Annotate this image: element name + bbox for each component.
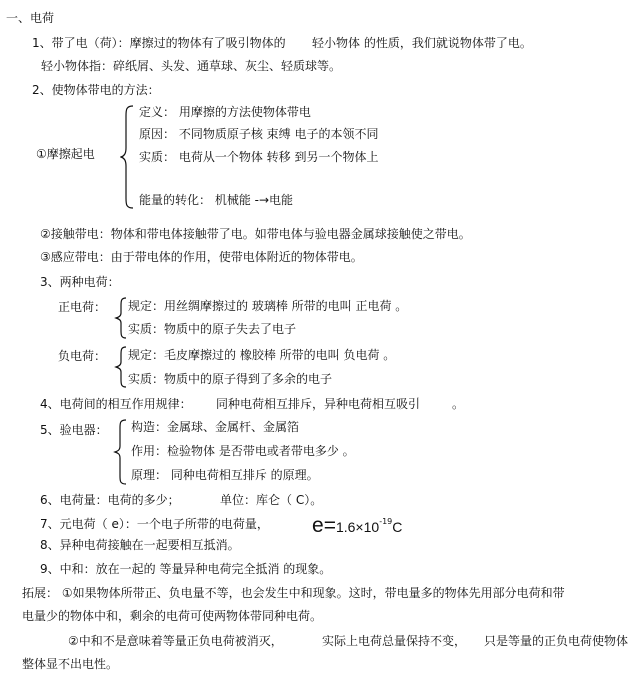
positive-charge-brace — [114, 296, 128, 340]
item-8-text: 8、异种电荷接触在一起要相互抵消。 — [40, 538, 240, 552]
electroscope-structure: 构造：金属球、金属杆、金属箔 — [131, 420, 300, 434]
friction-essence: 实质： 电荷从一个物体 转移 到另一个物体上 — [139, 150, 379, 164]
negative-charge-label: 负电荷： — [58, 349, 107, 363]
item-9-text: 9、中和：放在一起的 等量异种电荷完全抵消 的现象。 — [40, 562, 332, 576]
item-6-unit: 单位：库仑（ C）。 — [220, 493, 323, 507]
formula-exponent: -19 — [379, 517, 393, 526]
contact-charging: ②接触带电：物体和带电体接触带了电。如带电体与验电器金属球接触使之带电。 — [40, 227, 471, 241]
item-4-label: 4、电荷间的相互作用规律： — [40, 397, 192, 411]
item-3-heading: 3、两种电荷： — [40, 275, 120, 289]
item-1-line-a: 1、带了电（荷）：摩擦过的物体有了吸引物体的 — [32, 36, 286, 50]
item-6-quantity: 6、电荷量：电荷的多少； — [40, 493, 180, 507]
extension-line-3c: 只是等量的正负电荷使物体 — [484, 634, 629, 648]
negative-charge-essence: 实质：物质中的原子得到了多余的电子 — [128, 372, 333, 386]
elementary-charge-formula — [312, 508, 402, 542]
electroscope-principle: 原理： 同种电荷相互排斥 的原理。 — [131, 468, 319, 482]
item-1-line-b: 轻小物体 的性质，我们就说物体带了电。 — [312, 36, 532, 50]
item-4-rule: 同种电荷相互排斥，异种电荷相互吸引 — [216, 397, 421, 411]
negative-charge-rule: 规定：毛皮摩擦过的 橡胶棒 所带的电叫 负电荷 。 — [128, 348, 396, 362]
formula-unit: C — [392, 519, 403, 535]
formula-base: 10 — [363, 519, 380, 535]
friction-cause: 原因： 不同物质原子核 束缚 电子的本领不同 — [139, 127, 379, 141]
item-4-period: 。 — [452, 397, 465, 411]
item-5-heading: 5、验电器： — [40, 423, 108, 437]
friction-label: ①摩擦起电 — [36, 147, 95, 161]
negative-charge-brace — [114, 345, 128, 389]
formula-symbol-e: e — [312, 514, 324, 537]
positive-charge-label: 正电荷： — [58, 300, 107, 314]
extension-line-3b: 实际上电荷总量保持不变， — [322, 634, 467, 648]
positive-charge-essence: 实质：物质中的原子失去了电子 — [128, 322, 297, 336]
extension-line-3a: ②中和不是意味着等量正负电荷被消灭， — [68, 634, 283, 648]
formula-equals: = — [323, 514, 336, 537]
friction-definition: 定义： 用摩擦的方法使物体带电 — [139, 105, 311, 119]
electroscope-function: 作用：检验物体 是否带电或者带电多少 。 — [131, 444, 355, 458]
formula-mantissa: 1.6 — [335, 519, 356, 535]
formula-times: × — [355, 519, 364, 535]
extension-line-4: 整体显不出电性。 — [22, 657, 119, 671]
item-2-heading: 2、使物体带电的方法： — [32, 83, 160, 97]
friction-brace — [120, 104, 136, 210]
electroscope-brace — [113, 418, 129, 486]
extension-line-1: 拓展： ①如果物体所带正、负电量不等，也会发生中和现象。这时，带电量多的物体先用部分电荷和带 — [22, 586, 565, 600]
positive-charge-rule: 规定：用丝绸摩擦过的 玻璃棒 所带的电叫 正电荷 。 — [128, 299, 408, 313]
friction-energy: 能量的转化： 机械能 -→电能 — [139, 193, 294, 207]
induction-charging: ③感应带电：由于带电体的作用，使带电体附近的物体带电。 — [40, 250, 363, 264]
extension-line-2: 电量少的物体中和，剩余的电荷可使两物体带同种电荷。 — [22, 609, 323, 623]
section-title: 一、电荷 — [6, 11, 55, 25]
item-7-text: 7、元电荷（ e）：一个电子所带的电荷量， — [40, 517, 269, 531]
item-1-line-2: 轻小物体指：碎纸屑、头发、通草球、灰尘、轻质球等。 — [41, 59, 342, 73]
